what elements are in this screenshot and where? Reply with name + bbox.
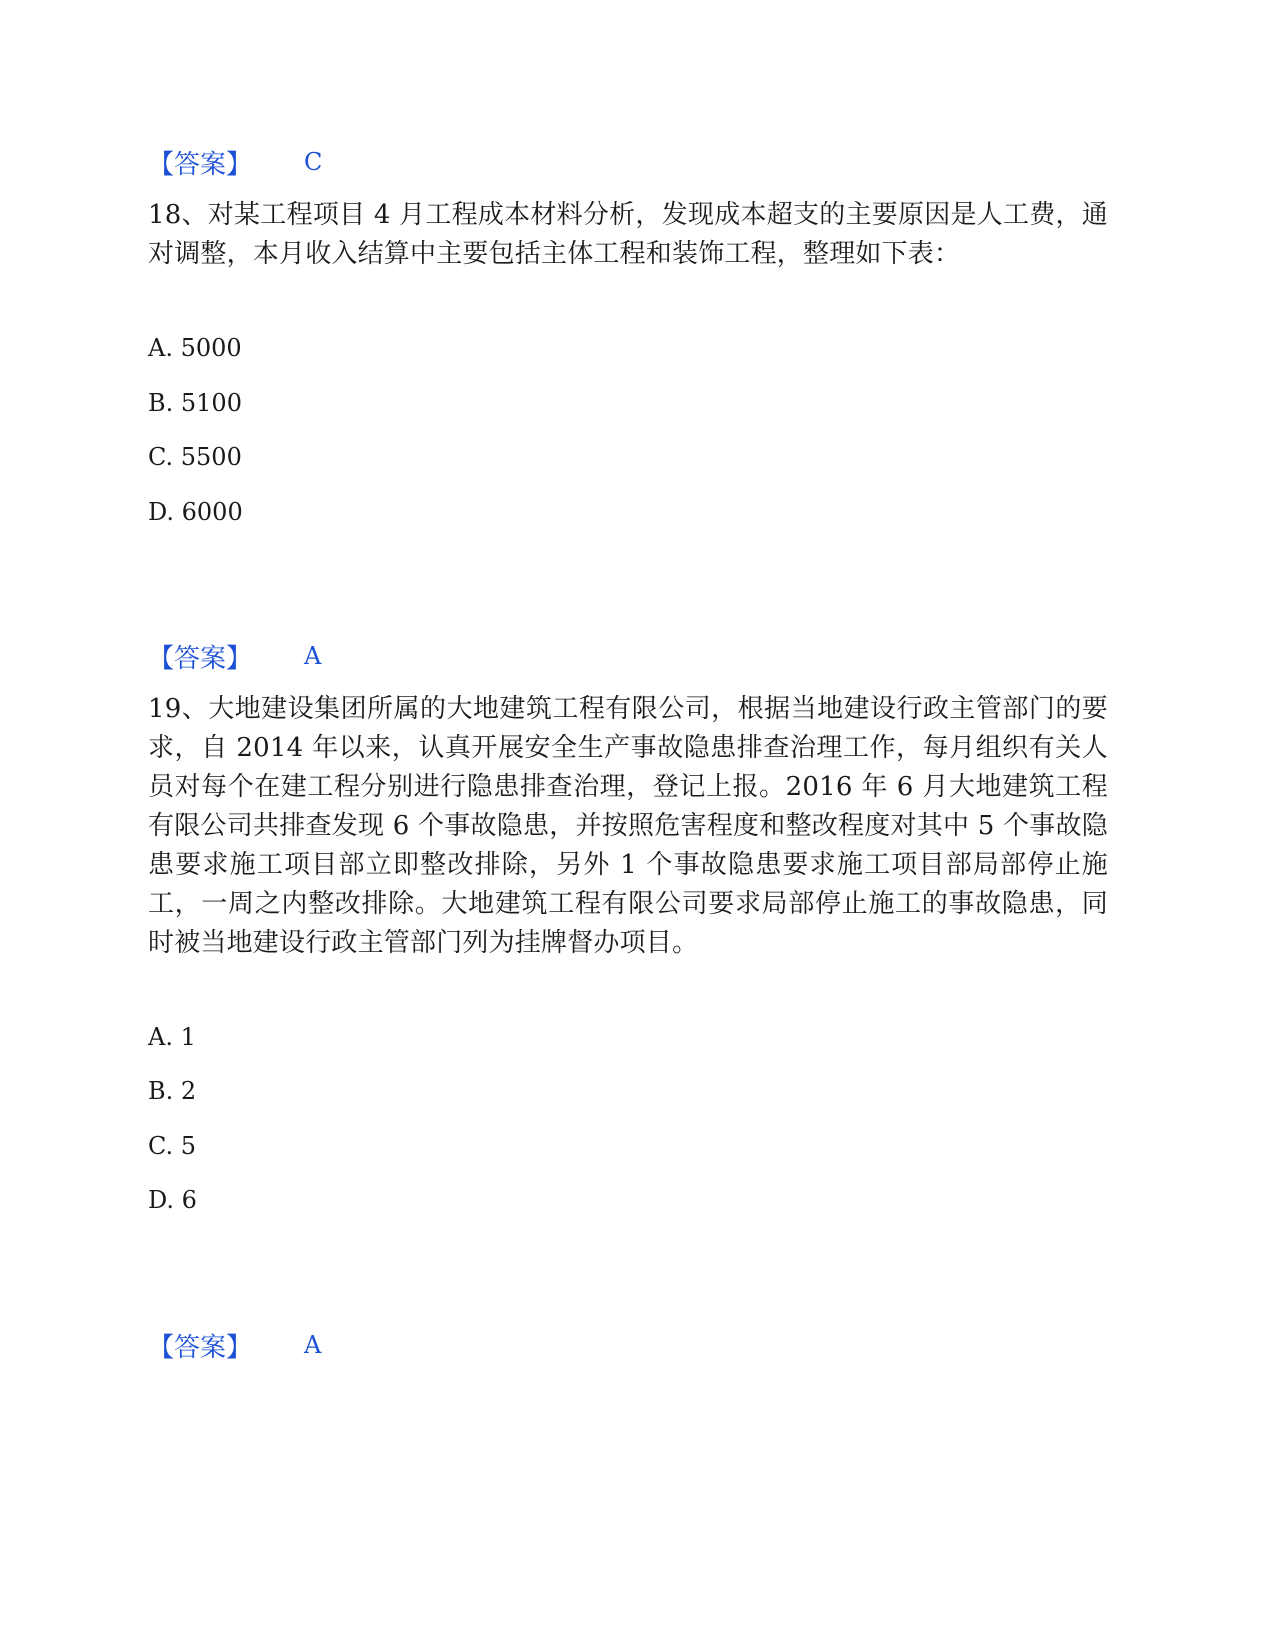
option-c-19: C. 5 (148, 1132, 197, 1160)
answer-value: A (304, 1331, 322, 1359)
answer-value: C (304, 148, 323, 176)
answer-line (148, 142, 322, 182)
option-c-18: C. 5500 (148, 443, 242, 471)
answer-line (148, 1325, 321, 1365)
option-d-19: D. 6 (148, 1186, 197, 1214)
answer-line (148, 636, 321, 676)
question-text-19: 19、大地建设集团所属的大地建筑工程有限公司，根据当地建设行政主管部门的要求，自 2014 年以来，认真开展安全生产事故隐患排查治理工作，每月组织有关人员对每个在建工程分别进行隐患排查治理，登记上报。2016 年 6 月大地建筑工程有限公司共排查发现 6 个事故隐患，并按照危害程度和整改程度对其中 5 个事故隐患要求施工项目部立即整改排除，另外 1 个事故隐患要求施工项目部局部停止施工，一周之内整改排除。大地建筑工程有限公司要求局部停止施工的事故隐患，同时被当地建设行政主管部门列为挂牌督办项目。 (148, 694, 1108, 958)
answer-label: 【答案】 (148, 643, 253, 674)
answer-label: 【答案】 (148, 1332, 253, 1363)
question-text-18: 18、对某工程项目 4 月工程成本材料分析，发现成本超支的主要原因是人工费，通对调整，本月收入结算中主要包括主体工程和装饰工程，整理如下表： (148, 200, 1108, 269)
option-b-18: B. 5100 (148, 389, 242, 417)
answer-value: A (304, 642, 322, 670)
answer-label: 【答案】 (148, 149, 253, 180)
option-d-18: D. 6000 (148, 498, 243, 526)
option-a-19: A. 1 (148, 1023, 196, 1051)
option-b-19: B. 2 (148, 1077, 197, 1105)
option-a-18: A. 5000 (148, 334, 242, 362)
